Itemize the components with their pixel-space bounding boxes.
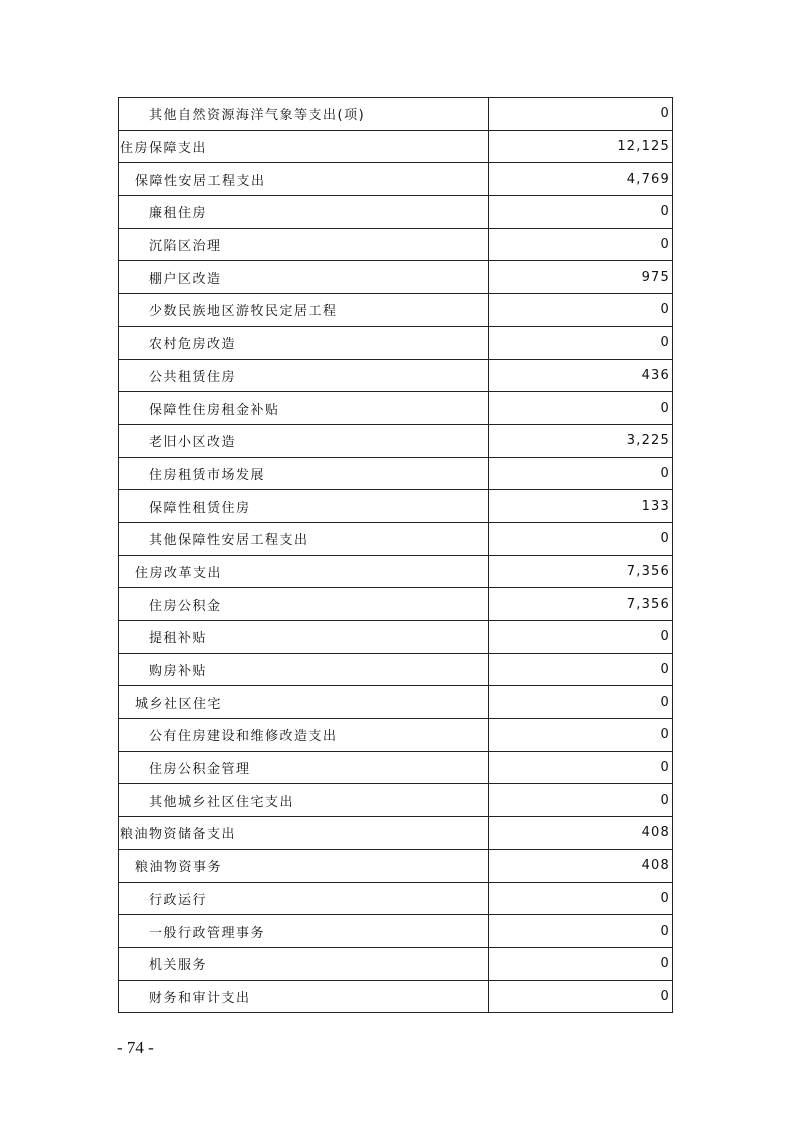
item-name-cell: 老旧小区改造	[119, 424, 489, 457]
item-name-cell: 住房租赁市场发展	[119, 457, 489, 490]
amount-cell: 4,769	[489, 163, 673, 196]
amount-cell: 0	[489, 621, 673, 654]
table-row	[119, 719, 673, 752]
table-body	[119, 98, 673, 1013]
amount-cell: 0	[489, 522, 673, 555]
item-name-cell: 购房补贴	[119, 653, 489, 686]
table-row	[119, 490, 673, 523]
table-row	[119, 228, 673, 261]
table-row	[119, 196, 673, 229]
table-row	[119, 294, 673, 327]
table-row	[119, 817, 673, 850]
item-name-cell: 农村危房改造	[119, 326, 489, 359]
amount-cell: 0	[489, 882, 673, 915]
item-name-cell: 保障性住房租金补贴	[119, 392, 489, 425]
table-row	[119, 359, 673, 392]
item-name-cell: 财务和审计支出	[119, 980, 489, 1013]
item-name-cell: 城乡社区住宅	[119, 686, 489, 719]
table-row	[119, 784, 673, 817]
amount-cell: 0	[489, 457, 673, 490]
amount-cell: 436	[489, 359, 673, 392]
item-name-cell: 棚户区改造	[119, 261, 489, 294]
table-row	[119, 751, 673, 784]
item-name-cell: 保障性安居工程支出	[119, 163, 489, 196]
item-name-cell: 廉租住房	[119, 196, 489, 229]
item-name-cell: 行政运行	[119, 882, 489, 915]
page-number: - 74 -	[117, 1038, 154, 1057]
table-row	[119, 686, 673, 719]
amount-cell: 0	[489, 947, 673, 980]
item-name-cell: 粮油物资储备支出	[119, 817, 489, 850]
item-name-cell: 公共租赁住房	[119, 359, 489, 392]
table-row	[119, 980, 673, 1013]
table-row	[119, 424, 673, 457]
item-name-cell: 提租补贴	[119, 621, 489, 654]
table-row	[119, 849, 673, 882]
item-name-cell: 住房保障支出	[119, 130, 489, 163]
amount-cell: 0	[489, 751, 673, 784]
amount-cell: 0	[489, 719, 673, 752]
table-row	[119, 130, 673, 163]
table-row	[119, 392, 673, 425]
amount-cell: 0	[489, 98, 673, 131]
item-name-cell: 其他城乡社区住宅支出	[119, 784, 489, 817]
amount-cell: 0	[489, 915, 673, 948]
table-row	[119, 588, 673, 621]
table-row	[119, 621, 673, 654]
item-name-cell: 沉陷区治理	[119, 228, 489, 261]
item-name-cell: 少数民族地区游牧民定居工程	[119, 294, 489, 327]
table-row	[119, 653, 673, 686]
amount-cell: 12,125	[489, 130, 673, 163]
amount-cell: 0	[489, 294, 673, 327]
amount-cell: 7,356	[489, 555, 673, 588]
amount-cell: 133	[489, 490, 673, 523]
amount-cell: 0	[489, 326, 673, 359]
item-name-cell: 住房公积金管理	[119, 751, 489, 784]
item-name-cell: 粮油物资事务	[119, 849, 489, 882]
amount-cell: 0	[489, 784, 673, 817]
amount-cell: 7,356	[489, 588, 673, 621]
item-name-cell: 一般行政管理事务	[119, 915, 489, 948]
table-row	[119, 98, 673, 131]
table-row	[119, 947, 673, 980]
amount-cell: 0	[489, 686, 673, 719]
amount-cell: 0	[489, 392, 673, 425]
amount-cell: 0	[489, 196, 673, 229]
item-name-cell: 公有住房建设和维修改造支出	[119, 719, 489, 752]
item-name-cell: 其他自然资源海洋气象等支出(项)	[119, 98, 489, 131]
table-row	[119, 555, 673, 588]
item-name-cell: 机关服务	[119, 947, 489, 980]
amount-cell: 408	[489, 849, 673, 882]
table-row	[119, 882, 673, 915]
budget-table	[118, 97, 673, 1013]
amount-cell: 408	[489, 817, 673, 850]
table-row	[119, 915, 673, 948]
amount-cell: 0	[489, 228, 673, 261]
amount-cell: 3,225	[489, 424, 673, 457]
amount-cell: 975	[489, 261, 673, 294]
table-row	[119, 522, 673, 555]
amount-cell: 0	[489, 980, 673, 1013]
amount-cell: 0	[489, 653, 673, 686]
table-row	[119, 261, 673, 294]
table-row	[119, 326, 673, 359]
table-row	[119, 163, 673, 196]
item-name-cell: 住房改革支出	[119, 555, 489, 588]
item-name-cell: 保障性租赁住房	[119, 490, 489, 523]
table-row	[119, 457, 673, 490]
item-name-cell: 住房公积金	[119, 588, 489, 621]
item-name-cell: 其他保障性安居工程支出	[119, 522, 489, 555]
